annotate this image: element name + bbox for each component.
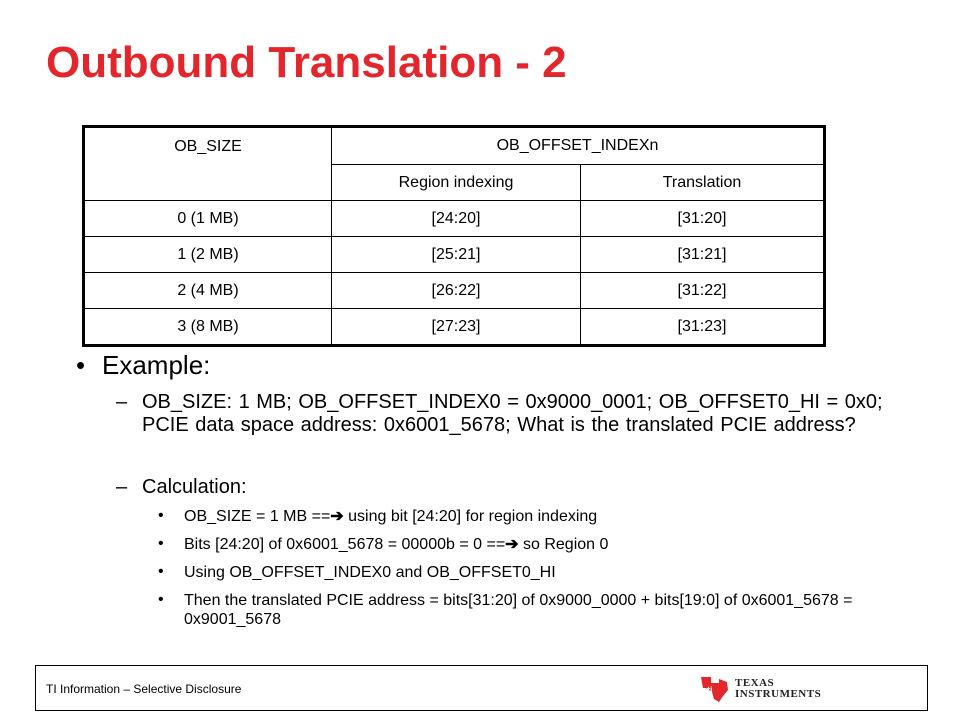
bullet-marker: • bbox=[158, 507, 164, 524]
svg-text:ti: ti bbox=[707, 685, 713, 695]
cell-size: 3 (8 MB) bbox=[84, 309, 332, 346]
bullet-marker: • bbox=[158, 535, 164, 552]
logo-line1: TEXAS bbox=[735, 677, 775, 689]
step1-text-b: using bit [24:20] for region indexing bbox=[343, 508, 598, 525]
example-label: Example: bbox=[102, 350, 211, 380]
cell-region: [27:23] bbox=[332, 309, 581, 346]
arrow-icon: ➔ bbox=[505, 536, 519, 553]
header-ob-size: OB_SIZE bbox=[84, 127, 332, 201]
question-text: OB_SIZE: 1 MB; OB_OFFSET_INDEX0 = 0x9000_0001; OB_OFFSET0_HI = 0x0; PCIE data space address: 0x6001_5678; What is the translated PCIE address? bbox=[142, 391, 883, 436]
cell-translation: [31:22] bbox=[581, 273, 825, 309]
cell-region: [24:20] bbox=[332, 201, 581, 237]
step-text bbox=[184, 507, 924, 526]
bullet-marker: • bbox=[76, 350, 86, 380]
cell-region: [25:21] bbox=[332, 237, 581, 273]
step1-text-a: OB_SIZE = 1 MB == bbox=[184, 508, 331, 525]
ti-state-icon bbox=[697, 674, 731, 704]
step-text bbox=[184, 535, 924, 554]
step-text: Using OB_OFFSET_INDEX0 and OB_OFFSET0_HI bbox=[184, 564, 556, 581]
header-region-indexing: Region indexing bbox=[332, 165, 581, 201]
translation-table bbox=[82, 125, 826, 347]
arrow-icon: ➔ bbox=[330, 508, 344, 525]
step2-text-b: so Region 0 bbox=[518, 536, 609, 553]
slide-title: Outbound Translation - 2 bbox=[46, 38, 567, 87]
footer bbox=[35, 665, 928, 711]
ti-logo-text bbox=[735, 678, 821, 700]
dash-marker: – bbox=[116, 476, 128, 498]
cell-translation: [31:23] bbox=[581, 309, 825, 346]
logo-line2: INSTRUMENTS bbox=[735, 688, 822, 700]
table-row bbox=[84, 201, 825, 237]
header-ob-offset-index: OB_OFFSET_INDEXn bbox=[332, 127, 825, 165]
step2-text-a: Bits [24:20] of 0x6001_5678 = 00000b = 0 == bbox=[184, 536, 506, 553]
table-row bbox=[84, 273, 825, 309]
cell-translation: [31:20] bbox=[581, 201, 825, 237]
ti-logo bbox=[697, 674, 822, 704]
header-translation: Translation bbox=[581, 165, 825, 201]
cell-region: [26:22] bbox=[332, 273, 581, 309]
cell-size: 2 (4 MB) bbox=[84, 273, 332, 309]
table-row bbox=[84, 237, 825, 273]
bullet-marker: • bbox=[158, 563, 164, 580]
bullet-marker: • bbox=[158, 591, 164, 608]
cell-translation: [31:21] bbox=[581, 237, 825, 273]
cell-size: 0 (1 MB) bbox=[84, 201, 332, 237]
footer-disclosure: TI Information – Selective Disclosure bbox=[46, 682, 242, 696]
table-row bbox=[84, 309, 825, 346]
step-text: Then the translated PCIE address = bits[31:20] of 0x9000_0000 + bits[19:0] of 0x6001_5678 = 0x9001_5678 bbox=[184, 592, 853, 628]
table-header-row bbox=[84, 127, 825, 165]
calculation-label: Calculation: bbox=[142, 476, 247, 498]
dash-marker: – bbox=[116, 391, 128, 413]
cell-size: 1 (2 MB) bbox=[84, 237, 332, 273]
